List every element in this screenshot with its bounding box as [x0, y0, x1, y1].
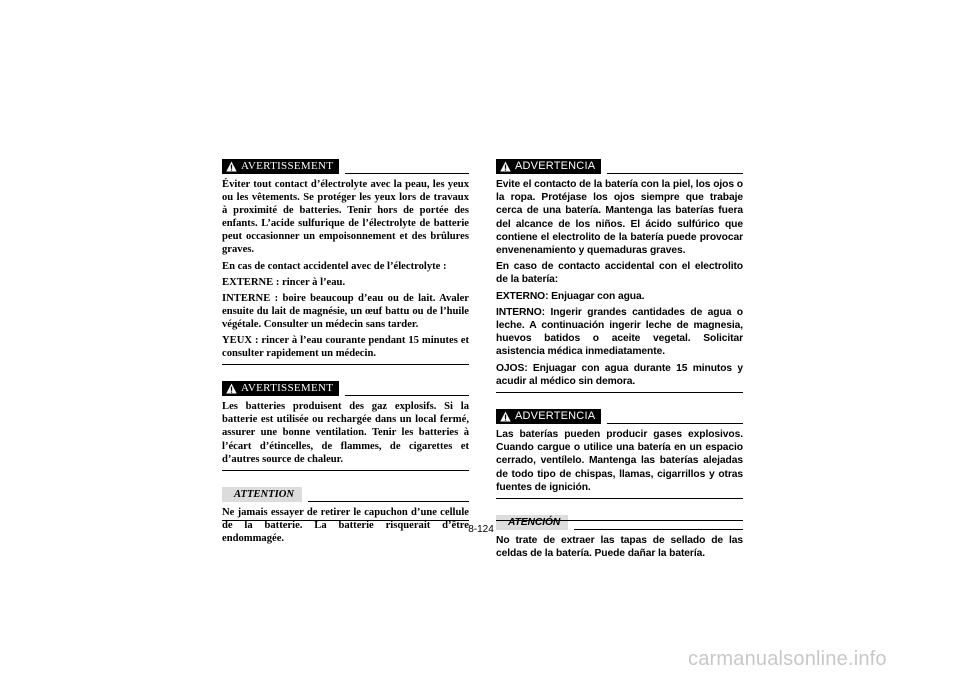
fr-warning-1-para: INTERNE : boire beaucoup d’eau ou de lait. Avaler ensuite du lait de magnésie, un œuf battu ou de l’huile végétale. Consulter un médecin sans tarder. — [222, 292, 469, 330]
es-warning-2 — [496, 406, 743, 512]
fr-warning-2 — [222, 378, 469, 483]
fr-warning-1-para: YEUX : rincer à l’eau courante pendant 15 minutes et consulter rapidement un médecin. — [222, 335, 469, 360]
warning-triangle-icon — [500, 161, 511, 172]
es-warning-1-badge — [496, 159, 601, 174]
fr-caution — [222, 484, 469, 551]
french-column — [222, 156, 469, 551]
es-warning-2-label: ADVERTENCIA — [515, 410, 596, 423]
es-warning-1-para: EXTERNO: Enjuagar con agua. — [496, 290, 645, 302]
es-warning-1-para: En caso de contacto accidental con el electrolito de la batería: — [496, 261, 743, 286]
fr-warning-2-para: Les batteries produisent des gaz explosifs. Si la batterie est utilisée ou rechargée dans un local fermé, assurer une bonne ventilation. Tenir les batteries à l’écart d’étincelles, de flammes, de cigarettes et d’autres source de chaleur. — [222, 401, 469, 465]
divider — [496, 498, 743, 499]
es-caution-para: No trate de extraer las tapas de sellado de las celdas de la batería. Puede dañar la batería. — [496, 535, 743, 560]
fr-warning-1 — [222, 156, 469, 378]
es-warning-1-label: ADVERTENCIA — [515, 160, 596, 172]
fr-warning-2-label: AVERTISSEMENT — [241, 382, 334, 395]
es-bottom-rule — [496, 520, 743, 521]
warning-triangle-icon — [226, 161, 237, 172]
es-warning-1-para: INTERNO: Ingerir grandes cantidades de agua o leche. A continuación ingerir leche de magnesia, huevos batidos o aceite vegetal. Solicitar asistencia médica inmediatamente. — [496, 306, 743, 358]
fr-caution-badge — [222, 487, 302, 502]
fr-caution-para: Ne jamais essayer de retirer le capuchon d’une cellule de la batterie. La batterie risquerait d’être endommagée. — [222, 506, 469, 544]
divider — [222, 364, 469, 365]
fr-warning-1-para: Éviter tout contact d’électrolyte avec la peau, les yeux ou les vêtements. Se protéger les yeux lors de travaux à proximité de batteries. Tenir hors de portée des enfants. L’acide sulfurique de l’électrolyte de batterie peut occasionner un empoisonnement et des brûlures graves. — [222, 179, 469, 256]
page-number: 8-124 — [468, 524, 494, 535]
es-warning-2-para: Las baterías pueden producir gases explosivos. Cuando cargue o utilice una batería en un espacio cerrado, ventílelo. Mantenga las baterías alejadas de todo tipo de chispas, llamas, cigarrillos y otras fuentes de ignición. — [496, 429, 743, 493]
divider — [496, 392, 743, 393]
fr-warning-1-para: EXTERNE : rincer à l’eau. — [222, 276, 346, 288]
fr-warning-2-badge — [222, 381, 339, 396]
es-warning-1 — [496, 156, 743, 406]
es-warning-2-badge — [496, 409, 601, 424]
divider — [222, 470, 469, 471]
fr-caution-label: ATTENTION — [234, 488, 295, 500]
es-caution-badge — [496, 515, 568, 530]
watermark: carmanualsonline.info — [688, 648, 887, 670]
es-caution-label: ATENCIÓN — [508, 517, 561, 529]
es-warning-1-para: Evite el contacto de la batería con la piel, los ojos o la ropa. Protéjase los ojos siempre que trabaje cerca de una batería. Mantenga las baterías fuera del alcance de los niños. El ácido sulfúrico que contiene el electrolito de la batería puede provocar envenenamiento y quemaduras graves. — [496, 179, 743, 257]
warning-triangle-icon — [226, 383, 237, 394]
fr-warning-1-label: AVERTISSEMENT — [241, 160, 334, 172]
fr-bottom-rule — [222, 520, 469, 521]
spanish-column — [496, 156, 743, 566]
warning-triangle-icon — [500, 411, 511, 422]
fr-warning-1-badge — [222, 159, 339, 174]
es-warning-1-para: OJOS: Enjuagar con agua durante 15 minutos y acudir al médico sin demora. — [496, 362, 743, 387]
fr-warning-1-para: En cas de contact accidentel avec de l’électrolyte : — [222, 260, 447, 272]
